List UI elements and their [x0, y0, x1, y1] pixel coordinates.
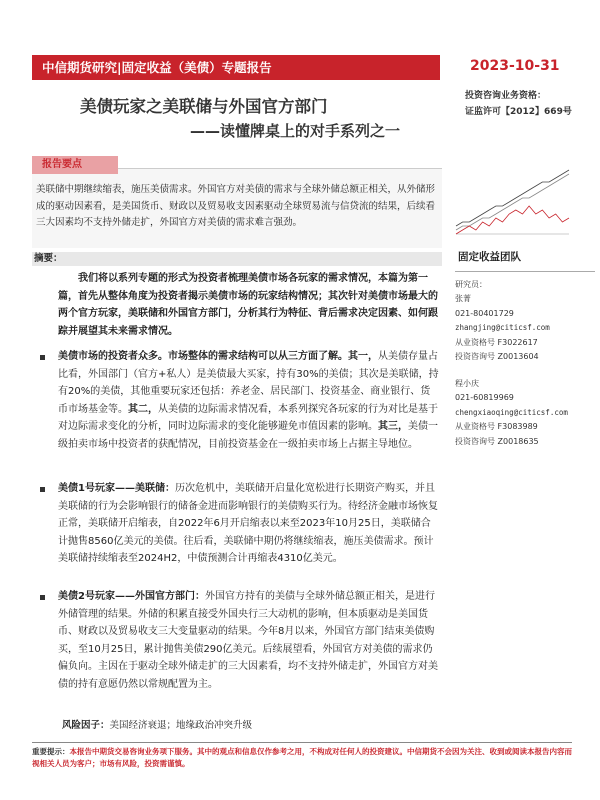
analyst-cert: 投资咨询号 Z0018635: [455, 436, 539, 446]
abstract-label: 摘要：: [32, 252, 442, 266]
bullet-3-lead: 美债2号玩家——外国官方部门：: [58, 591, 205, 602]
footer-disclaimer: [32, 746, 572, 770]
key-points-text: 美联储中期继续缩表，施压美债需求。外国官方对美债的需求与全球外储总额正相关，从外储形成的驱动因素看，是美国货币、财政以及贸易收支因素驱动全球贸易流与信贷流的结果，后续看三大因素均不支持外储走扩，外国官方对美债的需求难言强劲。: [36, 184, 436, 228]
bullet-2-body: 历次危机中，美联储开启量化宽松进行长期资产购买，并且美联储的行为会影响银行的储备金进而影响银行的美债购买行为。待经济金融市场恢复正常，美联储开启缩表，自2022年6月开启缩表以来至2023年10月25日，美联储合计抛售8560亿美元的美债。往后看，美联储中期仍将继续缩表，施压美债需求。预计美联储持续缩表至2024H2，中债预测合计再缩表4310亿美元。: [58, 483, 438, 564]
abstract-intro: 我们将以系列专题的形式为投资者梳理美债市场各玩家的需求情况，本篇为第一篇，首先从整体角度为投资者揭示美债市场的玩家结构情况；其次针对美债市场最大的两个官方玩家，美联储和外国官方部门，分析其行为特征、背后需求决定因素、如何跟踪并展望其未来需求情况。: [58, 273, 438, 337]
analyst-role: 研究员：: [455, 279, 487, 289]
bullet-dot: [40, 487, 45, 492]
bullet-2-lead: 美债1号玩家——美联储：: [58, 483, 175, 494]
key-points-label: 报告要点: [32, 156, 118, 174]
team-panel: [455, 250, 595, 449]
chart-series-line-1: [456, 170, 569, 226]
risk-text: 美国经济衰退；地缘政治冲突升级: [109, 720, 253, 731]
bullet-1-body: 从美债存量占比看，外国部门（官方+私人）是美债最大买家，持有30%的美债；其次是美联储，持有20%的美债，其他重要玩家还包括：养老金、居民部门、投资基金、商业银行、货币市场基金等。: [58, 351, 439, 415]
footer-text: 本报告中期货交易咨询业务项下服务。其中的观点和信息仅作参考之用，不构成对任何人的投资建议。中信期货不会因为关注、收到或阅读本报告内容而视相关人员为客户；市场有风险，投资需谨慎。: [32, 747, 572, 768]
bullet-3: [58, 588, 440, 693]
analyst-phone: 021-60819969: [455, 393, 514, 402]
report-date: 2023-10-31: [470, 58, 560, 74]
bullet-3-body: 外国官方持有的美债与全球外储总额正相关，是进行外储管理的结果。外储的积累直接受外国央行三大动机的影响，但本质驱动是美国货币、财政以及贸易收支三大变量驱动的结果。今年8月以来，外国官方部门结束美债购买，至10月25日，累计抛售美债290亿美元。后续展望看，外国官方对美债的需求仍偏负向。主因在于驱动全球外储走扩的三大因素看，均不支持外储走扩，外国官方对美债的持有意愿仍然以常规配置为主。: [58, 591, 438, 690]
analyst-cert: 从业资格号 F3022617: [455, 337, 538, 347]
team-divider: [455, 271, 595, 272]
report-banner: 中信期货研究|固定收益（美债）专题报告: [32, 55, 440, 80]
bullet-dot: [40, 595, 45, 600]
page-subtitle: ——读懂牌桌上的对手系列之一: [190, 122, 401, 140]
bullet-1-lead2: 其二，: [128, 403, 158, 415]
footer-label: 重要提示：: [32, 747, 70, 756]
risk-factors: [62, 717, 252, 731]
bullet-dot: [40, 355, 45, 360]
analyst-phone: 021-80401729: [455, 308, 514, 318]
analyst-cert: 投资咨询号 Z0013604: [455, 352, 539, 361]
analyst-email[interactable]: zhangjing@citicsf.com: [455, 323, 550, 332]
analyst-cert: 从业资格号 F3083989: [455, 422, 538, 431]
chart-series-line-2: [456, 174, 569, 230]
risk-label: 风险因子：: [62, 720, 110, 731]
analyst-email[interactable]: chengxiaoqing@citicsf.com: [455, 407, 568, 417]
bullet-1-body3: 美债一级拍卖市场中投资者的获配情况，目前投资基金在一级拍卖市场上占据主导地位。: [58, 421, 438, 450]
license-line-2: 证监许可【2012】669号: [465, 107, 572, 117]
analyst-name: 张菁: [455, 294, 471, 303]
license-line-1: 投资咨询业务资格：: [465, 91, 547, 101]
bullet-2: [58, 480, 440, 568]
bullet-1: [58, 348, 440, 453]
team-title: 固定收益团队: [458, 251, 521, 263]
bullet-1-lead: 美债市场的投资者众多。市场整体的需求结构可以从三方面了解。其一，: [58, 351, 378, 362]
bullet-1-body2: 从美债的边际需求情况看，本系列探究各玩家的行为对比是基于对边际需求变化的分析，同时边际需求的变化能够避免市值因素的影响。: [58, 403, 438, 432]
bullet-1-lead3: 其三，: [378, 421, 408, 432]
footer-divider: [32, 742, 572, 743]
page-title: 美债玩家之美联储与外国官方部门: [80, 97, 328, 116]
mini-line-chart: [450, 148, 575, 246]
analyst-name: 程小庆: [455, 378, 479, 388]
